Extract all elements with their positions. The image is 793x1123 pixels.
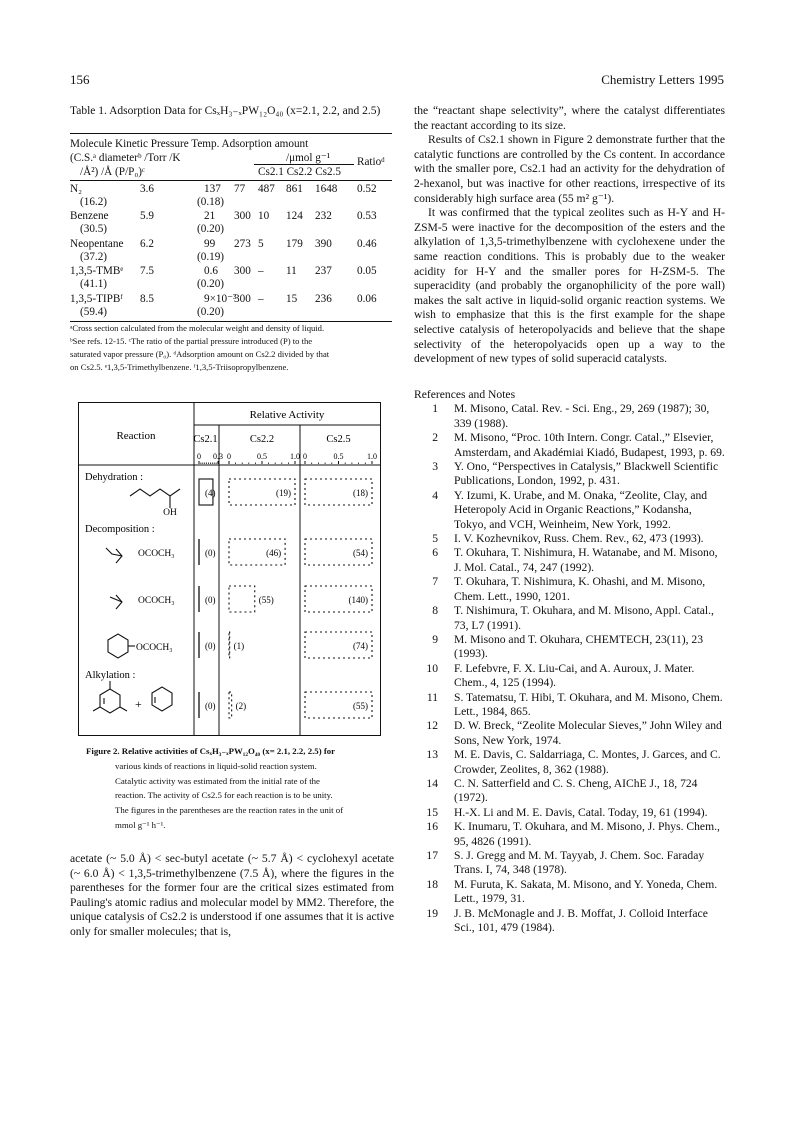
reference-number: 15	[426, 805, 438, 819]
table-cell-cs: (16.2)	[80, 196, 108, 208]
figure-relative-activity-chart	[78, 402, 384, 738]
chart-section-label: Decomposition :	[85, 524, 155, 535]
reference-item	[414, 431, 725, 460]
chart-panel-label: Cs2.1	[193, 434, 218, 445]
table-footnotes	[70, 322, 395, 374]
figure-caption-line: The figures in the parentheses are the reaction rates in the unit of	[115, 805, 344, 816]
chart-data-label: (0)	[205, 548, 216, 558]
table-header-cs: Cs2.1 Cs2.2 Cs2.5	[258, 166, 341, 178]
table-cell-molecule: 1,3,5-TIPBᶠ	[70, 293, 123, 305]
reference-text: S. Tatematsu, T. Hibi, T. Okuhara, and M. Misono, Chem. Lett., 1984, 865.	[454, 690, 723, 718]
reference-item	[414, 489, 725, 532]
reference-number: 18	[426, 877, 438, 891]
chart-data-label: (1)	[233, 641, 245, 651]
chart-data-label: (55)	[258, 595, 274, 605]
table-cell-ppo: (0.20)	[197, 223, 225, 235]
table-cell-pressure: 9×10⁻³	[204, 293, 237, 305]
table-cell-pressure: 0.6	[204, 265, 218, 277]
figure-caption-line: various kinds of reactions in liquid-solid reaction system.	[115, 760, 317, 771]
reference-number: 6	[432, 546, 438, 560]
chart-data-label: (0)	[205, 701, 216, 711]
reference-text: M. Misono, Catal. Rev. - Sci. Eng., 29, 269 (1987); 30, 339 (1988).	[454, 402, 710, 430]
reference-item	[414, 662, 725, 691]
reference-number: 4	[432, 488, 438, 502]
table-cell-diameter: 5.9	[140, 210, 154, 222]
reference-text: Y. Ono, “Perspectives in Catalysis,” Blackwell Scientific Publications, London, 1992, p. 431.	[454, 460, 719, 488]
chart-data-label: (19)	[276, 488, 291, 498]
body-paragraph: Results of Cs2.1 shown in Figure 2 demonstrate further that the catalytic functions are controlled by the Cs content. In accordance with the smaller pore, Cs2.1 had an activity for the dehydration of 2-hexanol, but was inactive for other reactions, irrespective of its considerably high surface area (55 m² g⁻¹).	[414, 133, 725, 205]
reference-text: K. Inumaru, T. Okuhara, and M. Misono, J. Phys. Chem., 95, 4826 (1991).	[454, 820, 720, 848]
reference-item	[414, 604, 725, 633]
table-header-unit: /μmol g⁻¹	[286, 152, 331, 164]
table-cell-pressure: 21	[204, 210, 216, 222]
table-cell-diameter: 6.2	[140, 238, 154, 250]
table-cell-temp: 300	[234, 210, 251, 222]
reference-text: M. Furuta, K. Sakata, M. Misono, and Y. Yoneda, Chem. Lett., 1979, 31.	[454, 877, 718, 906]
table-cell-ratio: 0.46	[357, 238, 377, 250]
ester-branch-drawing	[106, 548, 122, 556]
table-footnote: ᵃCross section calculated from the molecular weight and density of liquid.	[70, 323, 325, 333]
reference-number: 5	[432, 532, 438, 546]
table-cell-cs21: –	[258, 265, 264, 277]
chart-data-label: (0)	[205, 595, 216, 605]
table-cell-diameter: 7.5	[140, 265, 154, 277]
table-header-row1: Molecule Kinetic Pressure Temp. Adsorption amount	[70, 138, 309, 150]
chart-structure-label: OCOCH₃	[138, 596, 175, 606]
running-header-journal: Chemistry Letters 1995	[601, 72, 724, 87]
chart-data-label: (2)	[235, 701, 247, 711]
table-cell-cs22: 124	[286, 210, 303, 222]
trimethylbenzene-ring-drawing	[100, 689, 120, 713]
references-section	[414, 388, 725, 935]
reference-item	[414, 907, 725, 936]
reference-item	[414, 460, 725, 489]
table-cell-temp: 300	[234, 265, 251, 277]
table-cell-cs22: 15	[286, 293, 298, 305]
reference-text: J. B. McMonagle and J. B. Moffat, J. Colloid Interface Sci., 101, 479 (1984).	[454, 906, 708, 935]
reference-number: 16	[426, 820, 438, 834]
chart-data-label: (54)	[353, 548, 368, 558]
reference-text: M. E. Davis, C. Saldarriaga, C. Montes, J. Garces, and C. Crowder, Zeolites, 8, 362 (1988).	[454, 748, 721, 776]
table-cell-molecule: N₂	[70, 183, 82, 195]
chart-bar	[229, 632, 230, 658]
chart-tick-label: 1.0	[367, 452, 377, 461]
table-cell-temp: 273	[234, 238, 251, 250]
chart-tick-label: 0	[303, 452, 307, 461]
table-cell-temp: 77	[234, 183, 246, 195]
table-caption: Table 1. Adsorption Data for CsₓH₃₋ₓPW₁₂O₄₀ (x=2.1, 2.2, and 2.5)	[70, 105, 381, 117]
table-cell-cs: (41.1)	[80, 278, 108, 290]
reference-text: C. N. Satterfield and C. S. Cheng, AIChE J., 18, 724 (1972).	[454, 776, 698, 805]
reference-number: 13	[426, 748, 438, 762]
reference-number: 9	[432, 632, 438, 646]
chart-data-label: (140)	[348, 595, 368, 605]
chart-structure-label: OH	[163, 508, 177, 518]
table-cell-pressure: 99	[204, 238, 216, 250]
chart-tick-label: 0.3	[213, 452, 223, 461]
table-header-row3: /Å²) /Å (P/P₀)ᶜ	[80, 166, 145, 178]
table-cell-cs25: 1648	[315, 183, 338, 195]
chart-section-label: Dehydration :	[85, 472, 144, 483]
reference-text: H.-X. Li and M. E. Davis, Catal. Today, 19, 61 (1994).	[454, 805, 708, 819]
table-cell-molecule: Neopentane	[70, 238, 124, 250]
table-cell-cs25: 236	[315, 293, 332, 305]
table-cell-cs22: 861	[286, 183, 303, 195]
table-rule-top	[70, 133, 392, 134]
table-cell-ratio: 0.52	[357, 183, 377, 195]
reference-number: 10	[426, 661, 438, 675]
reference-item	[414, 748, 725, 777]
table-cell-cs21: 487	[258, 183, 275, 195]
reference-number: 3	[432, 460, 438, 474]
table-cell-cs21: –	[258, 293, 264, 305]
right-column-text	[414, 104, 725, 367]
chart-title: Relative Activity	[249, 409, 325, 421]
table-footnote: on Cs2.5. ᵉ1,3,5-Trimethylbenzene. ᶠ1,3,5-Triisopropylbenzene.	[70, 362, 289, 372]
chart-data-label: (46)	[266, 548, 282, 558]
reference-text: Y. Izumi, K. Urabe, and M. Onaka, “Zeolite, Clay, and Heteropoly Acid in Organic Reactions,” Kodansha, Tokyo, and VCH, Weinheim, New York, 1992.	[454, 488, 708, 531]
chart-tick-label: 0	[197, 452, 201, 461]
table-header-ratio: Ratioᵈ	[357, 156, 385, 168]
table-cell-cs: (37.2)	[80, 251, 108, 263]
table-cell-cs25: 390	[315, 238, 332, 250]
reference-item	[414, 849, 725, 878]
table-cell-cs25: 237	[315, 265, 332, 277]
reference-item	[414, 532, 725, 546]
body-paragraph: It was confirmed that the typical zeolites such as H-Y and H-ZSM-5 were inactive for the decomposition of the esters and the alkylation of 1,3,5-trimethylbenzene with cyclohexene under the same reaction conditions. This is probably due to the weaker acidity for H-Y and the smaller pores for H-ZSM-5. The superacidity (and probably the organophilicity of the pore wall) makes the salt active in liquid-solid organic reaction systems. We wish to emphasize that this is the first example for the shape selective catalysis of heteropolyacids and believe that the shape selectivity of the heteropolyacids open up a way to the development of new types of solid superacid catalysts.	[414, 206, 725, 366]
table-cell-ratio: 0.05	[357, 265, 377, 277]
methyl-bond-drawing	[120, 707, 127, 711]
table-subheader-rule	[254, 164, 354, 165]
figure-caption-line: mmol g⁻¹ h⁻¹.	[115, 819, 166, 830]
figure-caption-line: Figure 2. Relative activities of CsₓH₃₋ₓPW₁₂O₄₀ (x= 2.1, 2.2, 2.5) for	[86, 746, 336, 756]
table-cell-molecule: 1,3,5-TMBᵉ	[70, 265, 124, 277]
table-cell-cs: (59.4)	[80, 306, 108, 318]
table-cell-cs21: 5	[258, 238, 264, 250]
figure-caption-line: reaction. The activity of Cs2.5 for each reaction is to be unity.	[115, 790, 333, 801]
reference-number: 1	[432, 402, 438, 416]
table-cell-cs21: 10	[258, 210, 270, 222]
reference-text: M. Misono and T. Okuhara, CHEMTECH, 23(11), 23 (1993).	[454, 632, 704, 661]
table-cell-ratio: 0.53	[357, 210, 377, 222]
reference-item	[414, 806, 725, 820]
reference-number: 7	[432, 575, 438, 589]
chart-structure-label: OCOCH₃	[138, 549, 175, 559]
hexanol-chain-drawing	[130, 489, 180, 496]
reference-number: 17	[426, 849, 438, 862]
figure-caption	[86, 744, 386, 833]
table-cell-ppo: (0.20)	[197, 278, 225, 290]
left-body-paragraph: acetate (~ 5.0 Å) < sec-butyl acetate (~ 5.7 Å) < cyclohexyl acetate (~ 6.0 Å) < 1,3,5-trimethylbenzene (7.5 Å), where the figures in the parentheses for the former four are the critical sizes estimated from Pauling's atomic radius and molecular model by MM2. Therefore, the unique catalysis of Cs2.2 is understood if one assumes that it is active only for smaller molecules; that is,	[70, 852, 394, 938]
chart-tick-label: 0.5	[257, 452, 267, 461]
table-cell-cs22: 179	[286, 238, 303, 250]
table-cell-temp: 300	[234, 293, 251, 305]
table-header-row2: (C.S.ᵃ diameterᵇ /Torr /K	[70, 152, 181, 164]
reference-text: F. Lefebvre, F. X. Liu-Cai, and A. Auroux, J. Mater. Chem., 4, 125 (1994).	[454, 661, 695, 690]
table-cell-cs22: 11	[286, 265, 297, 277]
reference-number: 12	[426, 719, 438, 733]
chart-panel-label: Cs2.2	[249, 434, 275, 445]
reference-number: 19	[426, 906, 438, 920]
references-list	[414, 402, 725, 935]
chart-bar	[229, 692, 232, 718]
table-cell-cs25: 232	[315, 210, 332, 222]
chart-tick-label: 1.0	[290, 452, 300, 461]
reference-item	[414, 878, 725, 907]
table-cell-ratio: 0.06	[357, 293, 377, 305]
chart-structure-label: OCOCH₃	[136, 643, 173, 653]
table-footnote: saturated vapor pressure (P₀). ᵈAdsorption amount on Cs2.2 divided by that	[70, 349, 330, 359]
chart-panel-label: Cs2.5	[326, 434, 351, 445]
table-cell-pressure: 137	[204, 183, 221, 195]
page-number: 156	[70, 72, 90, 87]
table-rule-mid	[70, 180, 392, 181]
reference-item	[414, 691, 725, 720]
reference-text: T. Okuhara, T. Nishimura, K. Ohashi, and M. Misono, Chem. Lett., 1990, 1201.	[454, 575, 706, 603]
chart-data-label: (55)	[353, 701, 368, 711]
chart-data-label: (74)	[353, 641, 368, 651]
reference-item	[414, 633, 725, 662]
reference-text: T. Nishimura, T. Okuhara, and M. Misono, Appl. Catal., 73, L7 (1991).	[454, 604, 714, 632]
reference-text: T. Okuhara, T. Nishimura, H. Watanabe, and M. Misono, J. Mol. Catal., 74, 247 (1992).	[454, 546, 718, 574]
figure-caption-line: Catalytic activity was estimated from the initial rate of the	[115, 775, 320, 786]
chart-data-label: (0)	[205, 641, 216, 651]
reference-text: I. V. Kozhevnikov, Russ. Chem. Rev., 62, 473 (1993).	[454, 532, 704, 546]
reference-item	[414, 820, 725, 849]
reference-number: 11	[426, 690, 438, 704]
table-cell-cs: (30.5)	[80, 223, 108, 235]
reference-item	[414, 777, 725, 806]
reference-text: M. Misono, “Proc. 10th Intern. Congr. Catal.,” Elsevier, Amsterdam, and Akadémiai Kiadó, Budapest, 1993, p. 69.	[454, 431, 725, 459]
reference-number: 8	[432, 604, 438, 618]
cyclohexyl-ring-drawing	[108, 634, 128, 658]
table-cell-molecule: Benzene	[70, 210, 109, 222]
chart-structure-label: +	[135, 697, 142, 711]
reference-text: S. J. Gregg and M. M. Tayyab, J. Chem. Soc. Faraday Trans. I, 74, 348 (1978).	[454, 849, 705, 877]
table-cell-ppo: (0.20)	[197, 306, 225, 318]
reference-item	[414, 719, 725, 748]
references-heading: References and Notes	[414, 388, 516, 401]
body-paragraph: the “reactant shape selectivity”, where the catalyst differentiates the reactant according to its size.	[414, 104, 725, 132]
reference-item	[414, 575, 725, 604]
reference-number: 2	[432, 431, 438, 445]
chart-bar	[229, 586, 255, 612]
table-cell-ppo: (0.18)	[197, 196, 225, 208]
chart-data-label: (4)	[205, 488, 216, 498]
table-cell-diameter: 3.6	[140, 183, 154, 195]
methyl-bond-drawing	[93, 707, 100, 711]
chart-data-label: (18)	[353, 488, 368, 498]
chart-tick-label: 0	[227, 452, 231, 461]
table-cell-ppo: (0.19)	[197, 251, 225, 263]
chart-section-label: Alkylation :	[85, 670, 136, 681]
table-cell-diameter: 8.5	[140, 293, 154, 305]
reference-item	[414, 546, 725, 575]
reference-item	[414, 402, 725, 431]
chart-row-header: Reaction	[116, 430, 156, 442]
reference-number: 14	[426, 776, 438, 790]
table-footnote: ᵇSee refs. 12-15. ᶜThe ratio of the partial pressure introduced (P) to the	[70, 336, 313, 346]
reference-text: D. W. Breck, “Zeolite Molecular Sieves,” John Wiley and Sons, New York, 1974.	[454, 719, 722, 747]
chart-tick-label: 0.5	[333, 452, 344, 461]
